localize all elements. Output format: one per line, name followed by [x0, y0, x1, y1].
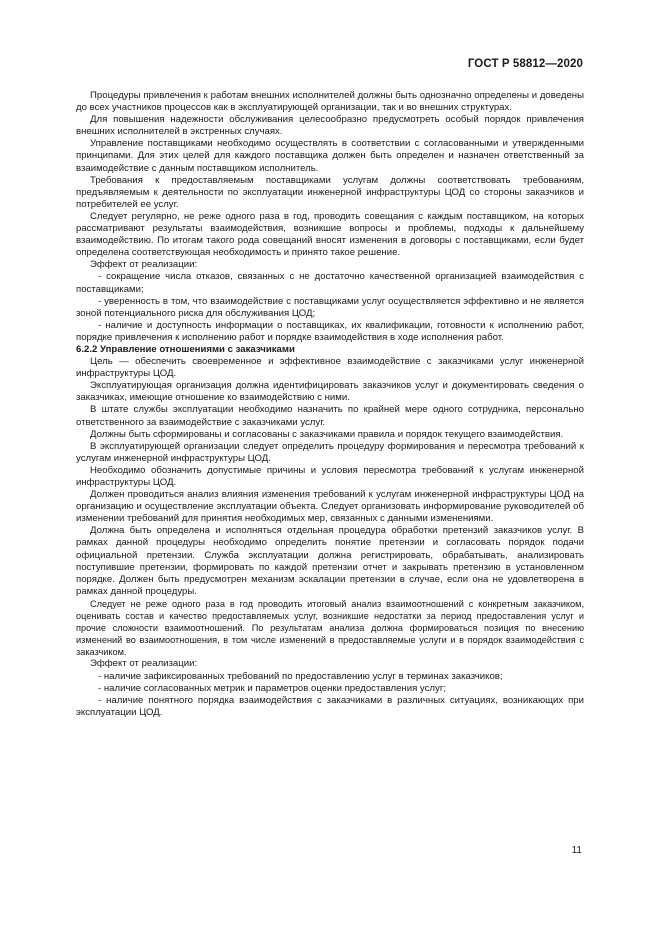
paragraph: Необходимо обозначить допустимые причины и условия пересмотра требований к услугам инженерной инфраструктуры ЦОД. — [76, 464, 584, 488]
paragraph: Должна быть определена и исполняться отдельная процедура обработки претензий заказчиков услуг. В рамках данной процедуры необходимо определить понятие претензии и согласовать порядок подачи официальной претензии. Служба эксплуатации должна регистрировать, обрабатывать, анализировать поступившие претензии, формировать по каждой претензии отчет и закрывать претензию в установленном порядке. Должен быть предусмотрен механизм эскалации претензии в случае, если она не удовлетворена в рамках данной процедуры. — [76, 525, 584, 597]
paragraph: Цель — обеспечить своевременное и эффективное взаимодействие с заказчиками услуг инженерной инфраструктуры ЦОД. — [76, 356, 584, 380]
paragraph: Процедуры привлечения к работам внешних исполнителей должны быть однозначно определены и доведены до всех участников процессов как в эксплуатирующей организации, так и во внешних структурах. — [76, 90, 584, 114]
list-item: - наличие понятного порядка взаимодействия с заказчиками в различных ситуациях, возникающих при эксплуатации ЦОД. — [76, 694, 584, 718]
paragraph: Следует регулярно, не реже одного раза в год, проводить совещания с каждым поставщиком, на которых рассматривают результаты взаимодействия, возникшие вопросы и проблемы, подходы к дальнейшему взаимодействию. По итогам такого рода совещаний вносят изменения в договоры с поставщиками, если будет определена соответствующая необходимость и принято такое решение. — [76, 210, 584, 259]
paragraph: Для повышения надежности обслуживания целесообразно предусмотреть особый порядок привлечения внешних исполнителей в экстренных случаях. — [76, 114, 584, 138]
page-number: 11 — [571, 845, 582, 856]
paragraph: Должен проводиться анализ влияния изменения требований к услугам инженерной инфраструктуры ЦОД на организацию и осуществление эксплуатации объекта. Следует организовать информирование руководителей об изменении требований для принятия необходимых мер, связанных с данными изменениями. — [76, 489, 584, 525]
list-item: - наличие и доступность информации о поставщиках, их квалификации, готовности к исполнению работ, порядке привлечения к исполнению работ и порядке взаимодействия в ходе исполнения работ. — [76, 319, 584, 343]
list-item: - сокращение числа отказов, связанных с не достаточно качественной организацией взаимодействия с поставщиками; — [76, 271, 584, 295]
list-item: - уверенность в том, что взаимодействие с поставщиками услуг осуществляется эффективно и не является зоной потенциального риска для обслуживания ЦОД; — [76, 295, 584, 319]
paragraph: Эффект от реализации: — [90, 658, 198, 670]
list-item: - наличие зафиксированных требований по предоставлению услуг в терминах заказчиков; — [98, 670, 503, 682]
paragraph: Требования к предоставляемым поставщиками услугам должны соответствовать требованиям, предъявляемым к деятельности по эксплуатации инженерной инфраструктуры ЦОД со стороны заказчиков и потребителей ее услуг. — [76, 174, 584, 210]
paragraph: Следует не реже одного раза в год проводить итоговый анализ взаимоотношений с конкретным заказчиком, оценивать состав и качество предоставляемых услуг, возникшие недостатки за период предоставления услуг и прочие сложности взаимоотношений. По результатам анализа должна формироваться позиция по внесению изменений во взаимоотношения, в том числе изменений в предоставляемые услуги и в порядок взаимодействия с заказчиком. — [76, 598, 584, 658]
paragraph: Должны быть сформированы и согласованы с заказчиками правила и порядок текущего взаимодействия. — [90, 428, 564, 440]
paragraph: В штате службы эксплуатации необходимо назначить по крайней мере одного сотрудника, персонально ответственного за взаимодействие с заказчиками услуг. — [76, 404, 584, 428]
section-heading: 6.2.2 Управление отношениями с заказчиками — [76, 343, 295, 355]
document-id: ГОСТ Р 58812—2020 — [467, 58, 583, 70]
paragraph: Эффект от реализации: — [90, 259, 198, 271]
paragraph: В эксплуатирующей организации следует определить процедуру формирования и пересмотра требований к услугам инженерной инфраструктуры ЦОД. — [76, 440, 584, 464]
paragraph: Управление поставщиками необходимо осуществлять в соответствии с согласованными и утвержденными принципами. Для этих целей для каждого поставщика должен быть определен и назначен ответственный за взаимодействие с данным поставщиком исполнитель. — [76, 138, 584, 174]
list-item: - наличие согласованных метрик и параметров оценки предоставления услуг; — [98, 682, 446, 694]
paragraph: Эксплуатирующая организация должна идентифицировать заказчиков услуг и документировать сведения о заказчиках, имеющие отношение ко взаимодействию с ними. — [76, 380, 584, 404]
body-text — [76, 90, 584, 719]
